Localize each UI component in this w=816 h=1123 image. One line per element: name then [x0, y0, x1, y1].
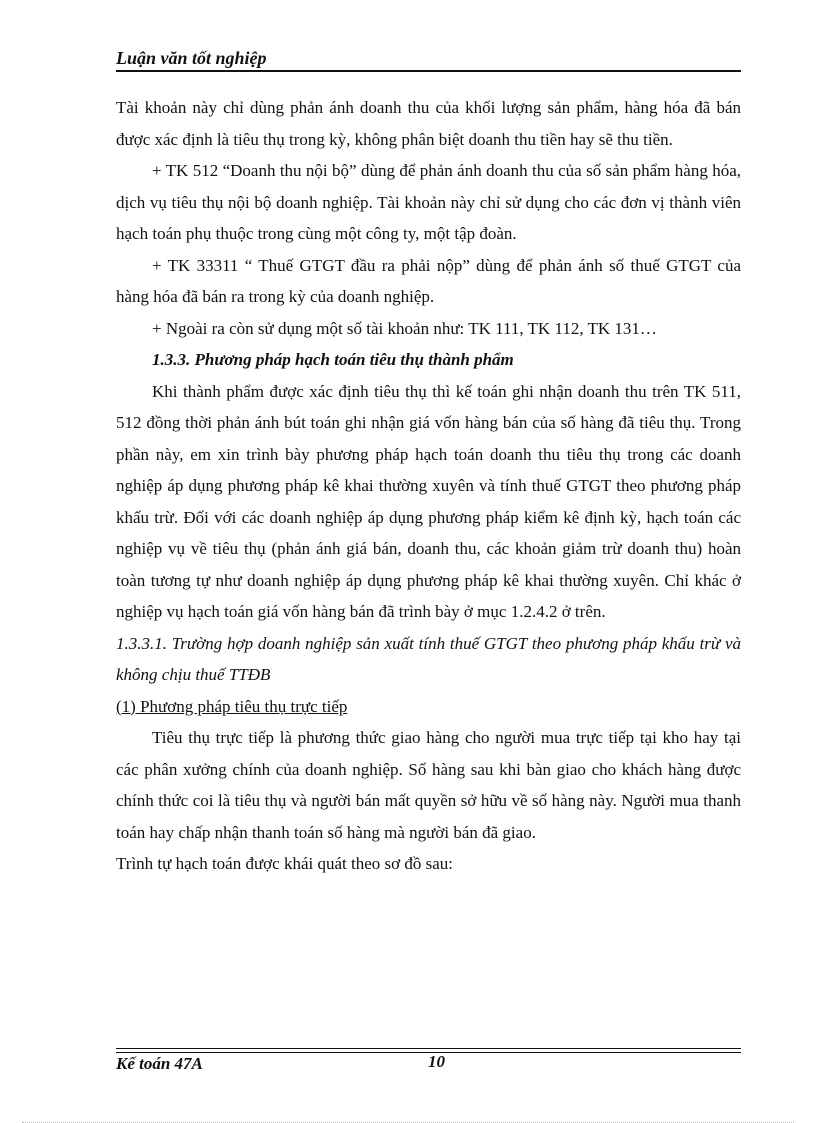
paragraph-other-accounts: + Ngoài ra còn sử dụng một số tài khoản như: TK 111, TK 112, TK 131… — [152, 318, 657, 338]
paragraph-accounting-method: Khi thành phẩm được xác định tiêu thụ thì kế toán ghi nhận doanh thu trên TK 511, 512 đồng thời phản ánh bút toán ghi nhận giá vốn hàng bán của số hàng đã tiêu thụ. Trong phần này, em xin trình bày phương pháp hạch toán doanh thu tiêu thụ trong các doanh nghiệp áp dụng phương pháp kê khai thường xuyên và tính thuế GTGT theo phương pháp khấu trừ. Đối với các doanh nghiệp áp dụng phương pháp kiểm kê định kỳ, hạch toán các nghiệp vụ về tiêu thụ (phản ánh giá bán, doanh thu, các khoản giảm trừ doanh thu) hoàn toàn tương tự như doanh nghiệp áp dụng phương pháp kê khai thường xuyên. Chỉ khác ở nghiệp vụ hạch toán giá vốn hàng bán đã trình bày ở mục 1.2.4.2 ở trên. — [116, 381, 741, 621]
header-divider — [116, 70, 741, 72]
paragraph-direct-sale: Tiêu thụ trực tiếp là phương thức giao hàng cho người mua trực tiếp tại kho hay tại các phân xưởng chính của doanh nghiệp. Số hàng sau khi bàn giao cho khách hàng được chính thức coi là tiêu thụ và người bán mất quyền sở hữu về số hàng này. Người mua thanh toán hay chấp nhận thanh toán số hàng mà người bán đã giao. — [116, 728, 741, 842]
footer-divider-top — [116, 1048, 741, 1049]
paragraph-diagram-intro: Trình tự hạch toán được khái quát theo sơ đồ sau: — [116, 854, 454, 873]
footer-class-label: Kế toán 47A — [116, 1054, 203, 1073]
paragraph-revenue-account: Tài khoản này chỉ dùng phản ánh doanh thu của khối lượng sản phẩm, hàng hóa đã bán được xác định là tiêu thụ trong kỳ, không phân biệt doanh thu tiền hay sẽ thu tiền. — [116, 98, 741, 149]
paragraph-tk-33311: + TK 33311 “ Thuế GTGT đầu ra phải nộp” dùng để phản ánh số thuế GTGT của hàng hóa đã bán ra trong kỳ của doanh nghiệp. — [116, 255, 741, 306]
page-number: 10 — [428, 1052, 445, 1071]
section-heading-1-3-3: 1.3.3. Phương pháp hạch toán tiêu thụ thành phẩm — [152, 350, 514, 369]
page-body — [116, 92, 741, 880]
running-header: Luận văn tốt nghiệp — [116, 48, 267, 68]
subsection-heading-1-3-3-1: 1.3.3.1. Trường hợp doanh nghiệp sản xuất tính thuế GTGT theo phương pháp khấu trừ và không chịu thuế TTĐB — [116, 633, 741, 684]
paragraph-tk-512: + TK 512 “Doanh thu nội bộ” dùng để phản ánh doanh thu của số sản phẩm hàng hóa, dịch vụ tiêu thụ nội bộ doanh nghiệp. Tài khoản này chỉ sử dụng cho các đơn vị thành viên hạch toán phụ thuộc trong cùng một công ty, một tập đoàn. — [116, 161, 741, 243]
method-heading-direct-sale: (1) Phương pháp tiêu thụ trực tiếp — [116, 696, 348, 716]
